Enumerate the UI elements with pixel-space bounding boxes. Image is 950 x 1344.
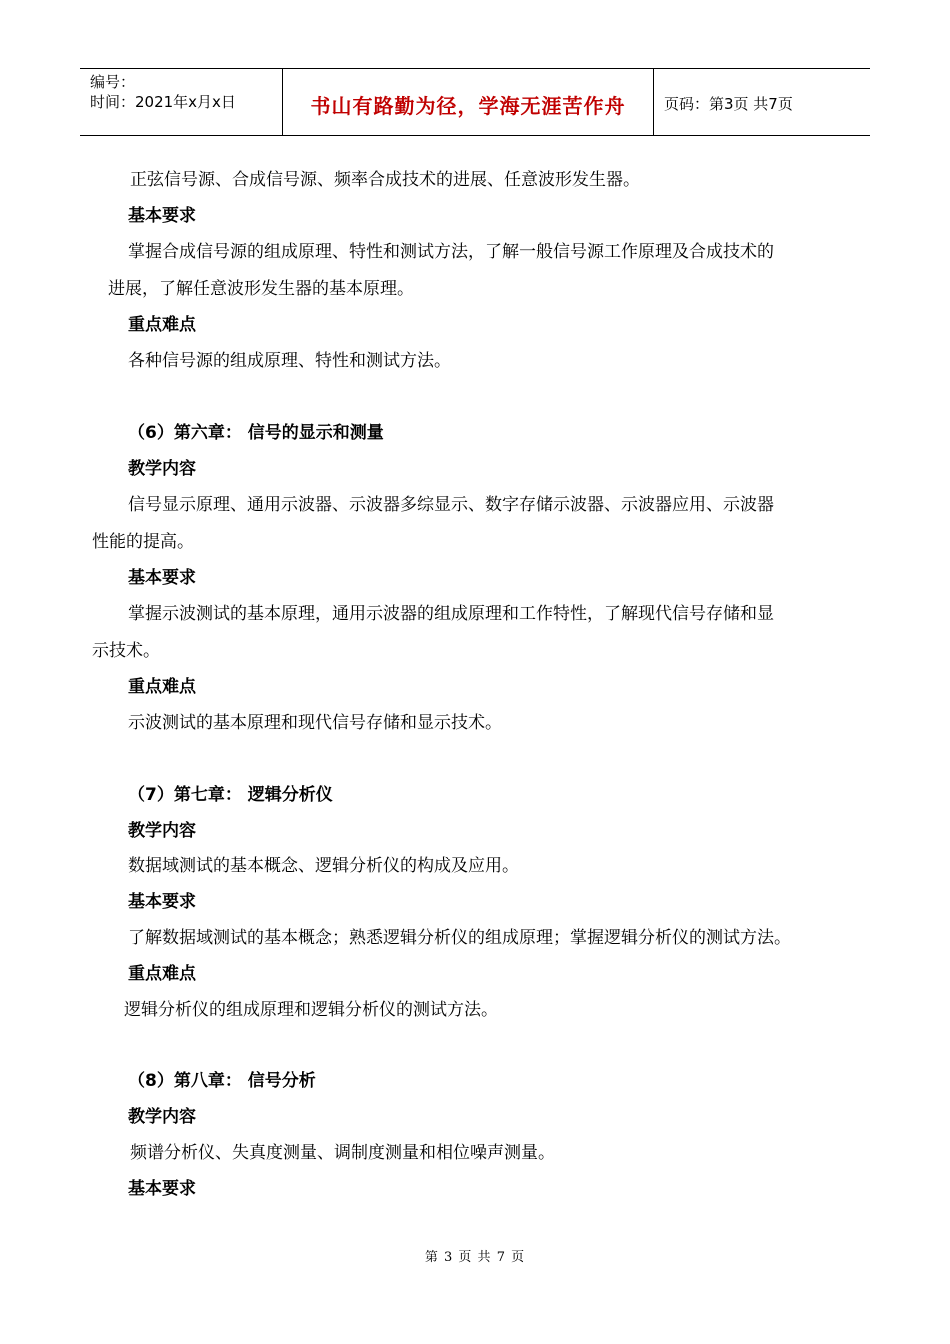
paragraph-line: 各种信号源的组成原理、特性和测试方法。 xyxy=(128,351,451,371)
chapter-title: （8）第八章： 信号分析 xyxy=(128,1071,316,1091)
chapter-title: （7）第七章： 逻辑分析仪 xyxy=(128,785,333,805)
section-heading: 重点难点 xyxy=(128,964,196,984)
section-heading: 教学内容 xyxy=(128,459,196,479)
header-slogan: 书山有路勤为径，学海无涯苦作舟 xyxy=(310,94,626,118)
paragraph-line: 了解数据域测试的基本概念；熟悉逻辑分析仪的组成原理；掌握逻辑分析仪的测试方法。 xyxy=(128,928,791,948)
paragraph-line: 掌握示波测试的基本原理，通用示波器的组成原理和工作特性，了解现代信号存储和显 xyxy=(128,604,774,624)
section-heading: 教学内容 xyxy=(128,1107,196,1127)
section-heading: 重点难点 xyxy=(128,677,196,697)
section-heading: 基本要求 xyxy=(128,206,196,226)
paragraph-line: 示波测试的基本原理和现代信号存储和显示技术。 xyxy=(128,713,502,733)
header-slogan-cell xyxy=(282,69,654,135)
document-number: 编号： xyxy=(90,73,136,91)
paragraph-line: 信号显示原理、通用示波器、示波器多综显示、数字存储示波器、示波器应用、示波器 xyxy=(128,495,774,515)
chapter-title: （6）第六章： 信号的显示和测量 xyxy=(128,423,384,443)
paragraph-line: 逻辑分析仪的组成原理和逻辑分析仪的测试方法。 xyxy=(124,1000,498,1020)
paragraph-line: 示技术。 xyxy=(92,641,160,661)
section-heading: 基本要求 xyxy=(128,568,196,588)
paragraph-line: 正弦信号源、合成信号源、频率合成技术的进展、任意波形发生器。 xyxy=(130,170,640,190)
paragraph-line: 掌握合成信号源的组成原理、特性和测试方法，了解一般信号源工作原理及合成技术的 xyxy=(128,242,774,262)
paragraph-line: 进展，了解任意波形发生器的基本原理。 xyxy=(108,279,414,299)
header-meta xyxy=(80,69,282,135)
header-page-info: 页码：第3页 共7页 xyxy=(664,95,793,113)
document-time: 时间：2021年x月x日 xyxy=(90,93,236,111)
page-footer: 第 3 页 共 7 页 xyxy=(424,1250,526,1265)
section-heading: 重点难点 xyxy=(128,315,196,335)
paragraph-line: 频谱分析仪、失真度测量、调制度测量和相位噪声测量。 xyxy=(130,1143,555,1163)
page-header xyxy=(80,68,870,136)
section-heading: 基本要求 xyxy=(128,1179,196,1199)
section-heading: 教学内容 xyxy=(128,821,196,841)
paragraph-line: 数据域测试的基本概念、逻辑分析仪的构成及应用。 xyxy=(128,856,519,876)
paragraph-line: 性能的提高。 xyxy=(92,532,194,552)
section-heading: 基本要求 xyxy=(128,892,196,912)
